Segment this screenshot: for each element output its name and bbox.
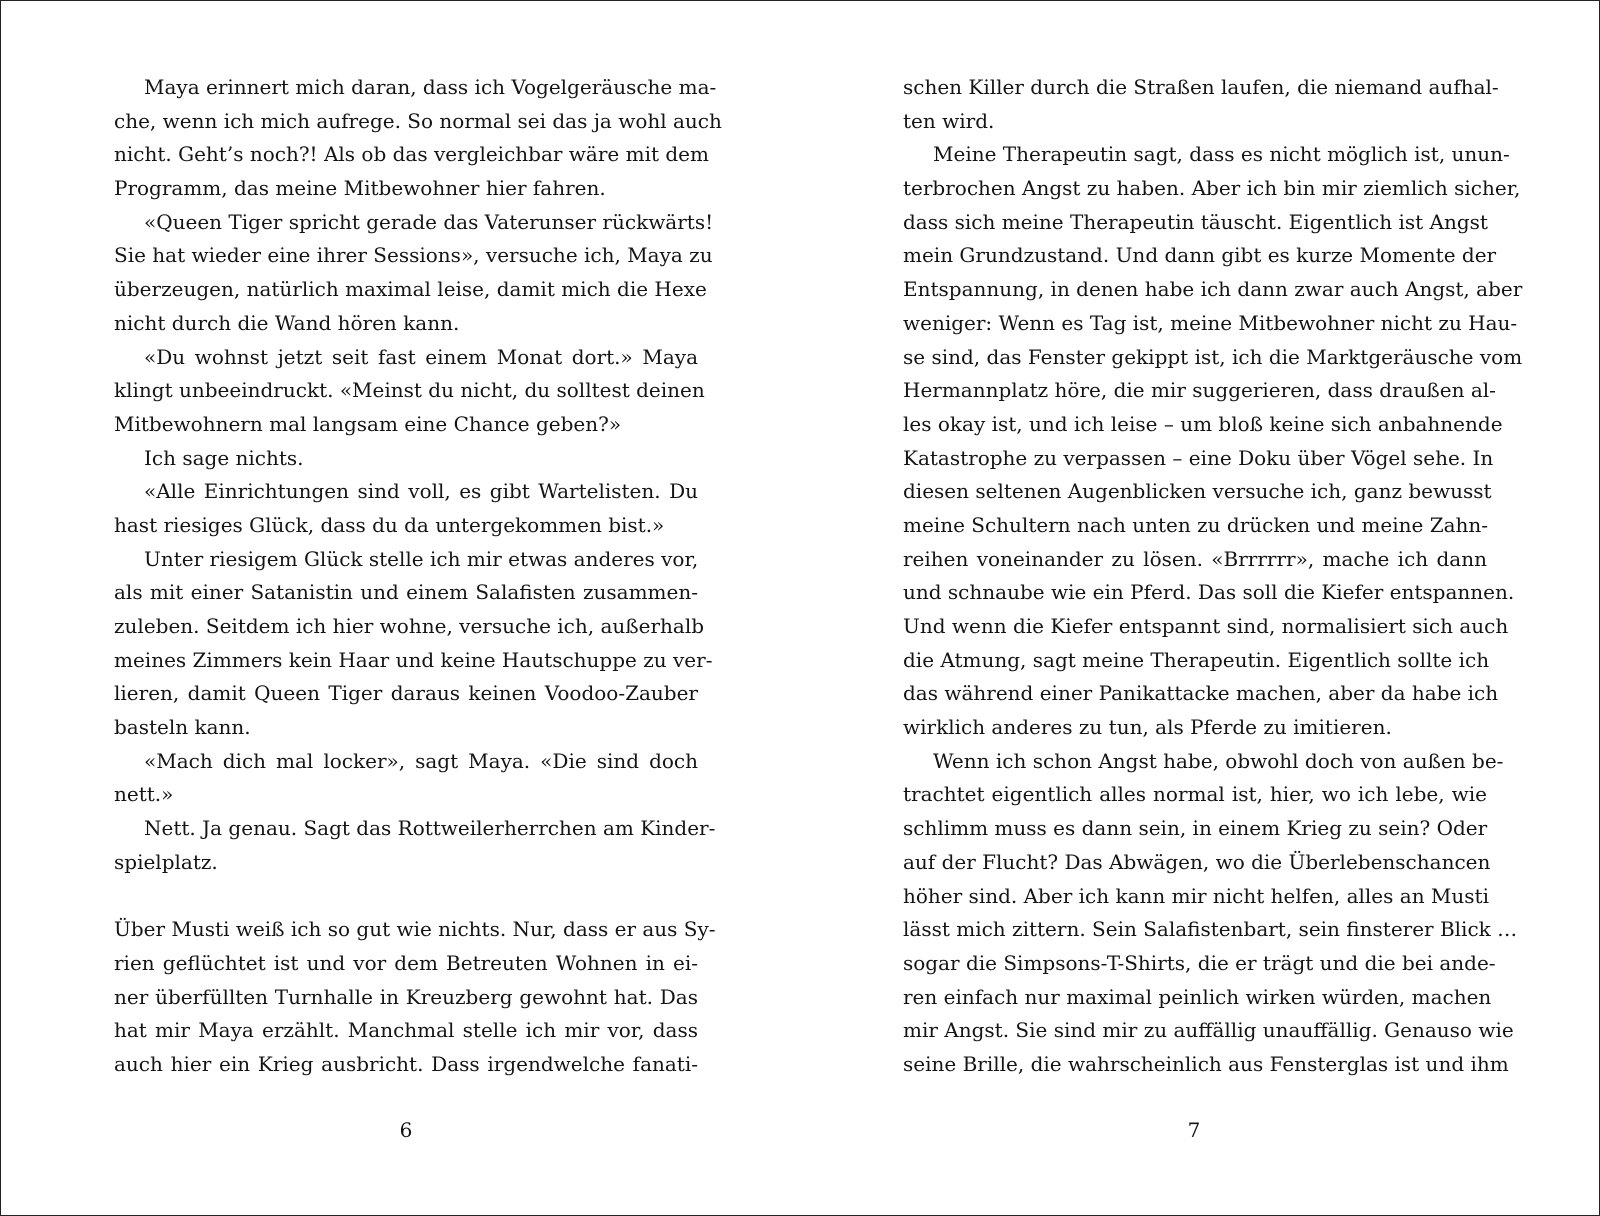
text-line: Sie hat wieder eine ihrer Sessions», versuche ich, Maya zu	[114, 243, 713, 268]
text-line: trachtet eigentlich alles normal ist, hier, wo ich lebe, wie	[903, 782, 1487, 807]
text-line: auch hier ein Krieg ausbricht. Dass irgendwelche fanati-	[114, 1051, 698, 1076]
right-page	[801, 1, 1600, 1215]
text-line: überzeugen, natürlich maximal leise, damit mich die Hexe	[114, 277, 707, 302]
text-line: meines Zimmers kein Haar und keine Hautschuppe zu ver-	[114, 647, 713, 672]
text-line: les okay ist, und ich leise – um bloß keine sich anbahnende	[903, 411, 1503, 436]
text-line: se sind, das Fenster gekippt ist, ich die Marktgeräusche vom	[903, 344, 1523, 369]
text-line: Katastrophe zu verpassen – eine Doku über Vögel sehe. In	[903, 445, 1494, 470]
text-line: Programm, das meine Mitbewohner hier fahren.	[114, 176, 606, 201]
text-line: hat mir Maya erzählt. Manchmal stelle ich mir vor, dass	[114, 1018, 698, 1043]
text-line: als mit einer Satanistin und einem Salafisten zusammen-	[114, 580, 698, 605]
text-line: Hermannplatz höre, die mir suggerieren, dass draußen al-	[903, 378, 1496, 403]
text-line: auf der Flucht? Das Abwägen, wo die Überlebenschancen	[903, 849, 1491, 874]
text-line: Meine Therapeutin sagt, dass es nicht möglich ist, unun-	[933, 142, 1510, 167]
text-line: zuleben. Seitdem ich hier wohne, versuche ich, außerhalb	[114, 614, 705, 638]
text-line: lieren, damit Queen Tiger daraus keinen Voodoo-Zauber	[114, 681, 698, 706]
text-line: klingt unbeeindruckt. «Meinst du nicht, du solltest deinen	[114, 378, 705, 403]
text-line: mein Grundzustand. Und dann gibt es kurze Momente der	[903, 243, 1497, 268]
text-line: ner überfüllten Turnhalle in Kreuzberg gewohnt hat. Das	[114, 984, 698, 1009]
text-line: rien geflüchtet ist und vor dem Betreuten Wohnen in ei-	[114, 950, 698, 975]
text-line: reihen voneinander zu lösen. «Brrrrrr», mache ich dann	[903, 546, 1487, 571]
text-line: nicht durch die Wand hören kann.	[114, 310, 460, 335]
text-line: höher sind. Aber ich kann mir nicht helfen, alles an Musti	[903, 883, 1489, 908]
text-line: Maya erinnert mich daran, dass ich Vogelgeräusche ma-	[144, 75, 717, 99]
text-line: meine Schultern nach unten zu drücken und meine Zahn-	[903, 512, 1489, 537]
text-line: das während einer Panikattacke machen, aber da habe ich	[903, 681, 1499, 706]
text-line: terbrochen Angst zu haben. Aber ich bin mir ziemlich sicher,	[903, 176, 1521, 201]
text-line: Über Musti weiß ich so gut wie nichts. Nur, dass er aus Sy-	[114, 917, 716, 942]
text-line: ren einfach nur maximal peinlich wirken würden, machen	[903, 984, 1492, 1009]
text-line: «Du wohnst jetzt seit fast einem Monat dort.» Maya	[144, 344, 698, 369]
text-line: und schnaube wie ein Pferd. Das soll die Kiefer entspannen.	[903, 580, 1515, 605]
text-line: «Mach dich mal locker», sagt Maya. «Die sind doch	[144, 748, 698, 773]
text-line: dass sich meine Therapeutin täuscht. Eigentlich ist Angst	[903, 209, 1488, 234]
text-line: hast riesiges Glück, dass du da untergekommen bist.»	[114, 512, 665, 537]
text-line: che, wenn ich mich aufrege. So normal sei das ja wohl auch	[114, 108, 722, 133]
text-line: diesen seltenen Augenblicken versuche ich, ganz bewusst	[903, 479, 1492, 504]
text-line: mir Angst. Sie sind mir zu auffällig unauffällig. Genauso wie	[903, 1018, 1514, 1043]
right-page-text	[903, 71, 1523, 1082]
text-line: Entspannung, in denen habe ich dann zwar auch Angst, aber	[903, 277, 1523, 302]
text-line: Mitbewohnern mal langsam eine Chance geben?»	[114, 411, 622, 436]
text-line: Wenn ich schon Angst habe, obwohl doch von außen be-	[933, 748, 1504, 773]
text-line: «Queen Tiger spricht gerade das Vaterunser rückwärts!	[144, 209, 714, 234]
text-line: Unter riesigem Glück stelle ich mir etwas anderes vor,	[144, 546, 699, 571]
text-line: ten wird.	[903, 108, 995, 133]
text-line: lässt mich zittern. Sein Salafistenbart, sein finsterer Blick …	[903, 917, 1518, 942]
left-page-number: 6	[399, 1118, 413, 1142]
text-line: Ich sage nichts.	[144, 445, 304, 470]
text-line: wirklich anderes zu tun, als Pferde zu imitieren.	[903, 715, 1392, 740]
text-line: sogar die Simpsons-T-Shirts, die er trägt und die bei ande-	[903, 950, 1496, 975]
text-line: Nett. Ja genau. Sagt das Rottweilerherrchen am Kinder-	[144, 816, 716, 841]
text-line: nicht. Geht’s noch?! Als ob das vergleichbar wäre mit dem	[114, 142, 709, 167]
text-line: Und wenn die Kiefer entspannt sind, normalisiert sich auch	[903, 614, 1509, 638]
text-line: seine Brille, die wahrscheinlich aus Fensterglas ist und ihm	[903, 1051, 1509, 1076]
text-line: spielplatz.	[114, 849, 218, 874]
text-line: basteln kann.	[114, 715, 251, 740]
text-line: schlimm muss es dann sein, in einem Krieg zu sein? Oder	[903, 816, 1488, 841]
text-line: schen Killer durch die Straßen laufen, die niemand aufhal-	[903, 75, 1499, 99]
text-line: «Alle Einrichtungen sind voll, es gibt Wartelisten. Du	[144, 479, 698, 504]
section-break	[114, 880, 698, 914]
text-line: nett.»	[114, 782, 174, 807]
text-line: weniger: Wenn es Tag ist, meine Mitbewohner nicht zu Hau-	[903, 310, 1518, 335]
right-page-number: 7	[1187, 1118, 1201, 1142]
left-page	[1, 1, 801, 1215]
left-page-text	[114, 71, 722, 1082]
text-line: die Atmung, sagt meine Therapeutin. Eigentlich sollte ich	[903, 647, 1490, 672]
